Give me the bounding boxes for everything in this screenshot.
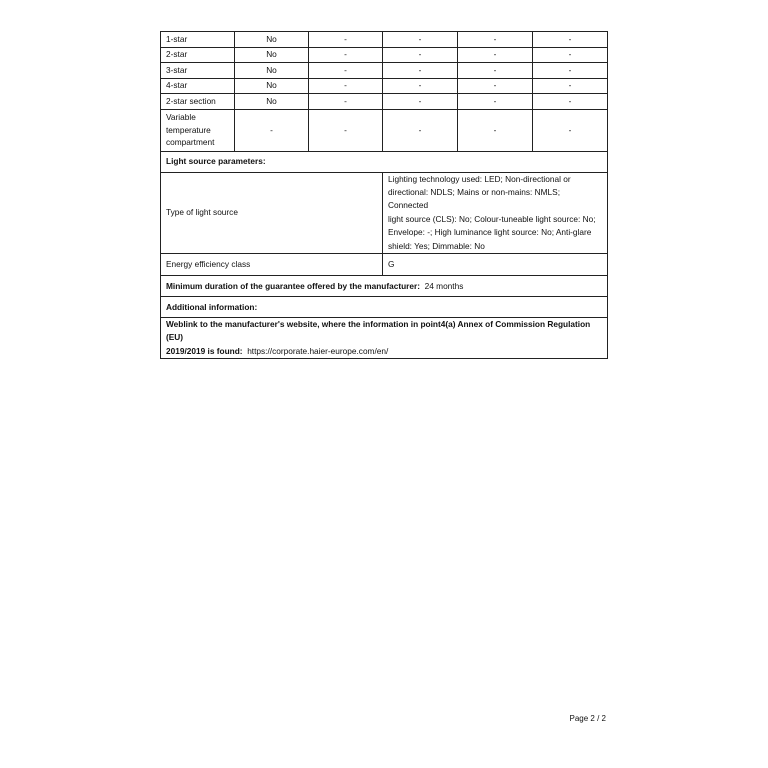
product-info-table (160, 31, 608, 359)
compartment-cell: - (309, 63, 383, 79)
compartment-name: 2-star (161, 47, 235, 63)
table-row (161, 32, 608, 48)
variable-compartment-cell: - (458, 109, 533, 151)
light-source-details (383, 172, 608, 254)
weblink-url[interactable]: https://corporate.haier-europe.com/en/ (247, 345, 389, 356)
compartment-cell: - (383, 32, 458, 48)
light-source-line: light source (CLS): No; Colour-tuneable light source: No; (388, 213, 596, 224)
compartment-value: No (235, 94, 309, 110)
compartment-cell: - (533, 47, 608, 63)
variable-compartment-line: compartment (166, 137, 215, 148)
compartment-cell: - (458, 32, 533, 48)
compartment-cell: - (533, 78, 608, 94)
weblink-cell (161, 318, 608, 359)
table-row (161, 276, 608, 297)
compartment-value: No (235, 78, 309, 94)
compartment-cell: - (309, 94, 383, 110)
compartment-value: No (235, 47, 309, 63)
table-row (161, 151, 608, 172)
guarantee-label: Minimum duration of the guarantee offered by the manufacturer: (166, 280, 420, 291)
compartment-cell: - (383, 63, 458, 79)
variable-compartment-name (161, 109, 235, 151)
table-row (161, 47, 608, 63)
compartment-cell: - (383, 47, 458, 63)
light-source-label: Type of light source (161, 172, 383, 254)
guarantee-cell (161, 276, 608, 297)
light-source-line: directional: NDLS; Mains or non-mains: NMLS; Connected (388, 186, 560, 211)
table-row (161, 172, 608, 254)
light-source-line: shield: Yes; Dimmable: No (388, 240, 485, 251)
additional-info: Additional information: (161, 297, 608, 318)
light-source-line: Envelope: -; High luminance light source: No; Anti-glare (388, 227, 592, 238)
compartment-cell: - (458, 78, 533, 94)
compartment-cell: - (458, 63, 533, 79)
variable-compartment-cell: - (533, 109, 608, 151)
variable-compartment-line: temperature (166, 124, 211, 135)
compartment-cell: - (383, 78, 458, 94)
compartment-cell: - (533, 94, 608, 110)
compartment-cell: - (309, 47, 383, 63)
compartment-name: 3-star (161, 63, 235, 79)
variable-compartment-cell: - (309, 109, 383, 151)
light-source-header: Light source parameters: (161, 151, 608, 172)
compartment-cell: - (383, 94, 458, 110)
compartment-name: 1-star (161, 32, 235, 48)
variable-compartment-line: Variable (166, 112, 196, 123)
table-row (161, 94, 608, 110)
weblink-text: Weblink to the manufacturer's website, where the information in point4(a) Annex of Commission Regulation (EU) (166, 319, 591, 343)
light-source-line: Lighting technology used: LED; Non-directional or (388, 173, 571, 184)
variable-compartment-cell: - (235, 109, 309, 151)
table-row (161, 254, 608, 276)
table-row (161, 318, 608, 359)
guarantee-value: 24 months (424, 280, 464, 291)
compartment-cell: - (309, 32, 383, 48)
table-row (161, 78, 608, 94)
variable-compartment-cell: - (383, 109, 458, 151)
compartment-name: 2-star section (161, 94, 235, 110)
energy-class-value: G (383, 254, 608, 276)
compartment-value: No (235, 63, 309, 79)
table-row (161, 297, 608, 318)
compartment-cell: - (533, 63, 608, 79)
page-number: Page 2 / 2 (569, 714, 606, 723)
compartment-value: No (235, 32, 309, 48)
table-row (161, 109, 608, 151)
compartment-name: 4-star (161, 78, 235, 94)
weblink-text-end: 2019/2019 is found: (166, 345, 243, 356)
table-row (161, 63, 608, 79)
compartment-cell: - (458, 94, 533, 110)
compartment-cell: - (458, 47, 533, 63)
energy-class-label: Energy efficiency class (161, 254, 383, 276)
compartment-cell: - (533, 32, 608, 48)
compartment-cell: - (309, 78, 383, 94)
